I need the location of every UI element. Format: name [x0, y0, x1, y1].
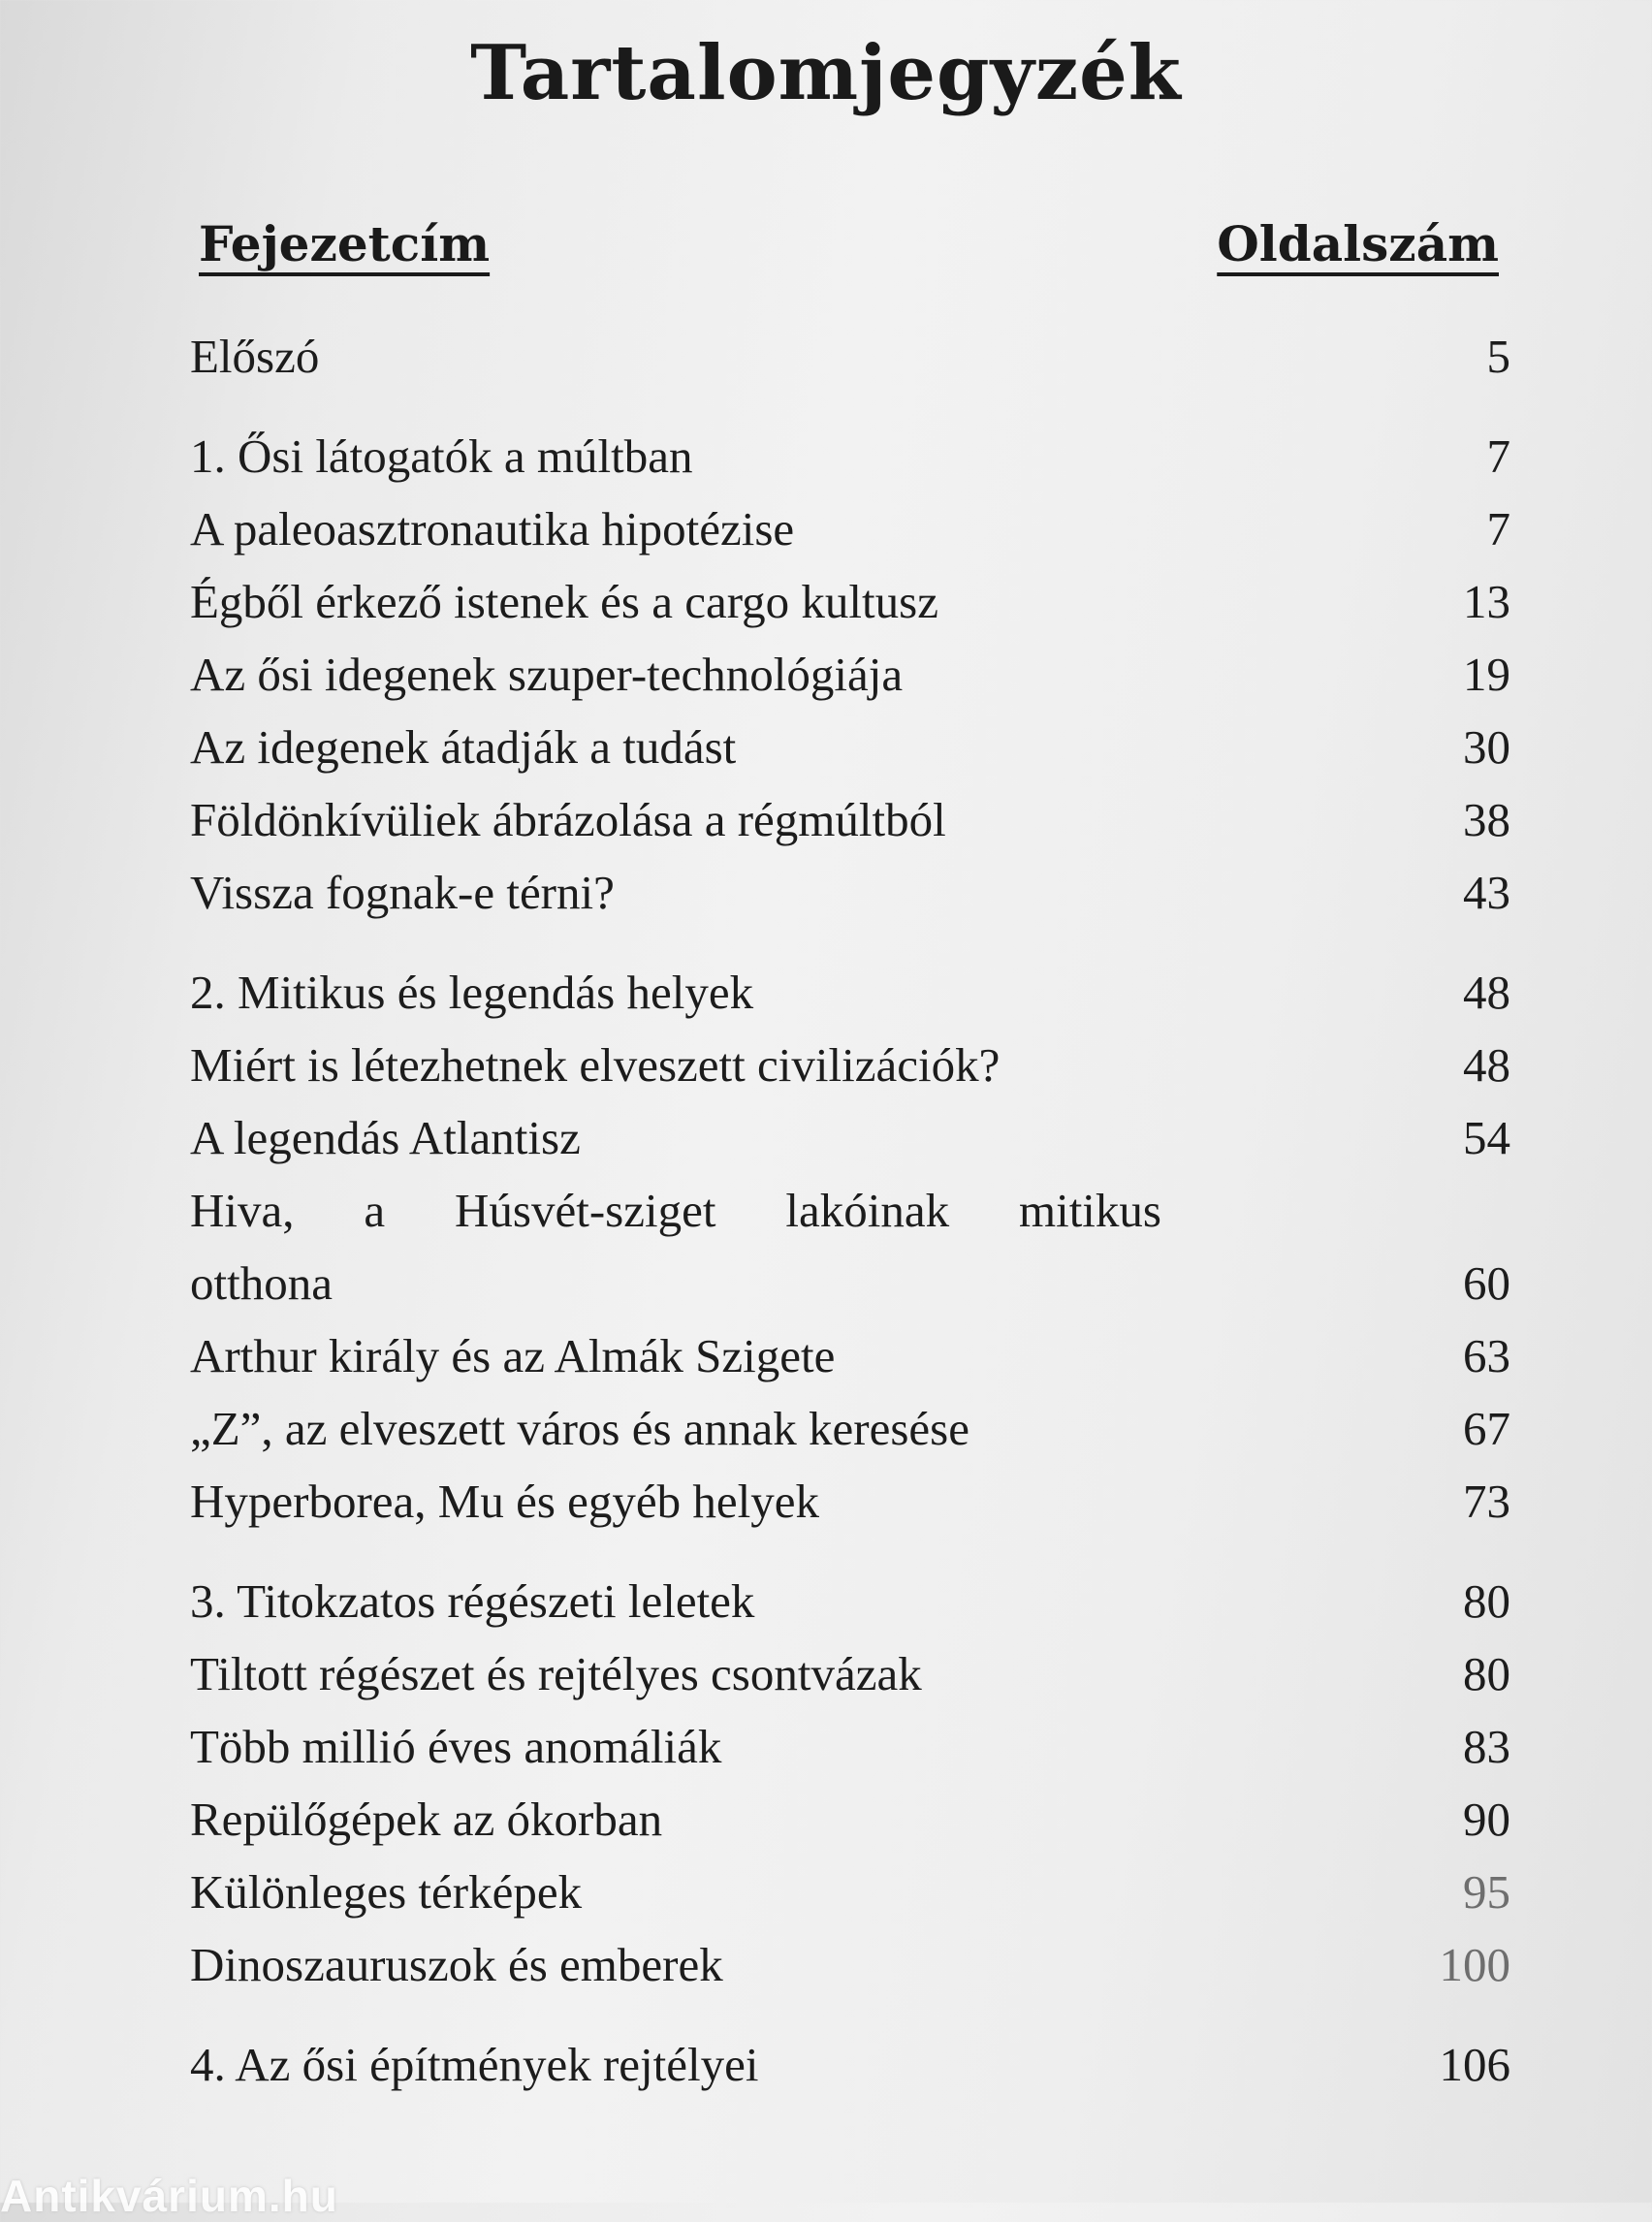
toc-chapter-1 — [190, 420, 1510, 492]
toc-entry — [190, 1856, 1510, 1928]
toc-entry-page: 38 — [1463, 793, 1510, 846]
watermark: Antikvárium.hu — [0, 2171, 338, 2221]
toc-entry — [190, 1029, 1510, 1101]
toc-entry-page: 5 — [1486, 330, 1510, 383]
toc-entry-page: 73 — [1463, 1475, 1510, 1528]
toc-entry-page: 7 — [1486, 429, 1510, 483]
toc-entry-title: Különleges térképek — [190, 1865, 583, 1919]
toc-entry-page: 54 — [1463, 1111, 1510, 1164]
toc-entry-page: 19 — [1463, 648, 1510, 701]
toc-entry-page: 80 — [1463, 1574, 1510, 1628]
page-title: Tartalomjegyzék — [470, 29, 1182, 117]
toc-chapter-4 — [190, 2028, 1510, 2101]
toc-entry-title: Több millió éves anomáliák — [190, 1720, 722, 1773]
toc-entry-title: Vissza fognak-e térni? — [190, 866, 615, 919]
toc-entry — [190, 1101, 1510, 1174]
toc-entry-page: 60 — [1463, 1256, 1510, 1310]
toc-entry-page: 95 — [1463, 1865, 1510, 1919]
toc-entry — [190, 1710, 1510, 1783]
toc-entry — [190, 711, 1510, 783]
toc-entry-page: 48 — [1463, 966, 1510, 1019]
toc-entry-page: 80 — [1463, 1647, 1510, 1700]
toc-entry-page: 43 — [1463, 866, 1510, 919]
toc-entry-title: Hyperborea, Mu és egyéb helyek — [190, 1475, 820, 1528]
toc-entry-title: A paleoasztronautika hipotézise — [190, 502, 795, 556]
toc-entry-page: 30 — [1463, 720, 1510, 774]
toc-entry-title: Dinoszauruszok és emberek — [190, 1938, 723, 1991]
toc-entry — [190, 1392, 1510, 1465]
toc-entry-page: 106 — [1439, 2038, 1510, 2091]
toc-entry-title: Miért is létezhetnek elveszett civilizációk? — [190, 1038, 1001, 1092]
toc-entry-title: 1. Ősi látogatók a múltban — [190, 429, 693, 483]
toc-entry-title: „Z”, az elveszett város és annak keresése — [190, 1402, 969, 1455]
toc-entry-title: Tiltott régészet és rejtélyes csontvázak — [190, 1647, 922, 1700]
toc-entry-title: Arthur király és az Almák Szigete — [190, 1329, 836, 1382]
toc-entry — [190, 1319, 1510, 1392]
toc-entry — [190, 783, 1510, 856]
toc-entry-title: Az ősi idegenek szuper-technológiája — [190, 648, 904, 701]
toc-entry-wrapped — [190, 1174, 1510, 1319]
toc-chapter-3 — [190, 1565, 1510, 1637]
page-column-header: Oldalszám — [1217, 215, 1499, 272]
toc-entry-foreword — [190, 320, 1510, 393]
toc-entry — [190, 856, 1510, 929]
toc-entry-page: 48 — [1463, 1038, 1510, 1092]
toc-entry — [190, 565, 1510, 638]
toc-entry-title: Repülőgépek az ókorban — [190, 1793, 663, 1846]
toc-entry — [190, 638, 1510, 711]
toc-chapter-2 — [190, 956, 1510, 1029]
toc-entry-title-line1: Hiva, a Húsvét-sziget lakóinak mitikus — [190, 1184, 1161, 1237]
toc-entry-page: 13 — [1463, 575, 1510, 628]
toc-entry — [190, 1783, 1510, 1856]
toc-entry-page: 7 — [1486, 502, 1510, 556]
toc-entry — [190, 492, 1510, 565]
toc-entry — [190, 1637, 1510, 1710]
chapter-column-header: Fejezetcím — [199, 215, 491, 272]
toc-entry-title: Előszó — [190, 330, 320, 383]
table-of-contents — [190, 320, 1510, 2101]
toc-entry-page: 100 — [1439, 1938, 1510, 1991]
toc-entry-title: A legendás Atlantisz — [190, 1111, 581, 1164]
toc-entry-title: 4. Az ősi építmények rejtélyei — [190, 2038, 759, 2091]
toc-entry-title-line2: otthona — [190, 1256, 333, 1310]
toc-entry-title: 3. Titokzatos régészeti leletek — [190, 1574, 755, 1628]
toc-entry-title: Égből érkező istenek és a cargo kultusz — [190, 575, 938, 628]
toc-entry — [190, 1928, 1510, 2001]
toc-entry-title: Földönkívüliek ábrázolása a régmúltból — [190, 793, 946, 846]
toc-entry-title: 2. Mitikus és legendás helyek — [190, 966, 754, 1019]
toc-entry-page: 63 — [1463, 1329, 1510, 1382]
toc-entry-title: Az idegenek átadják a tudást — [190, 720, 737, 774]
toc-entry-page: 67 — [1463, 1402, 1510, 1455]
toc-entry-page: 90 — [1463, 1793, 1510, 1846]
toc-entry — [190, 1465, 1510, 1538]
toc-entry-page: 83 — [1463, 1720, 1510, 1773]
